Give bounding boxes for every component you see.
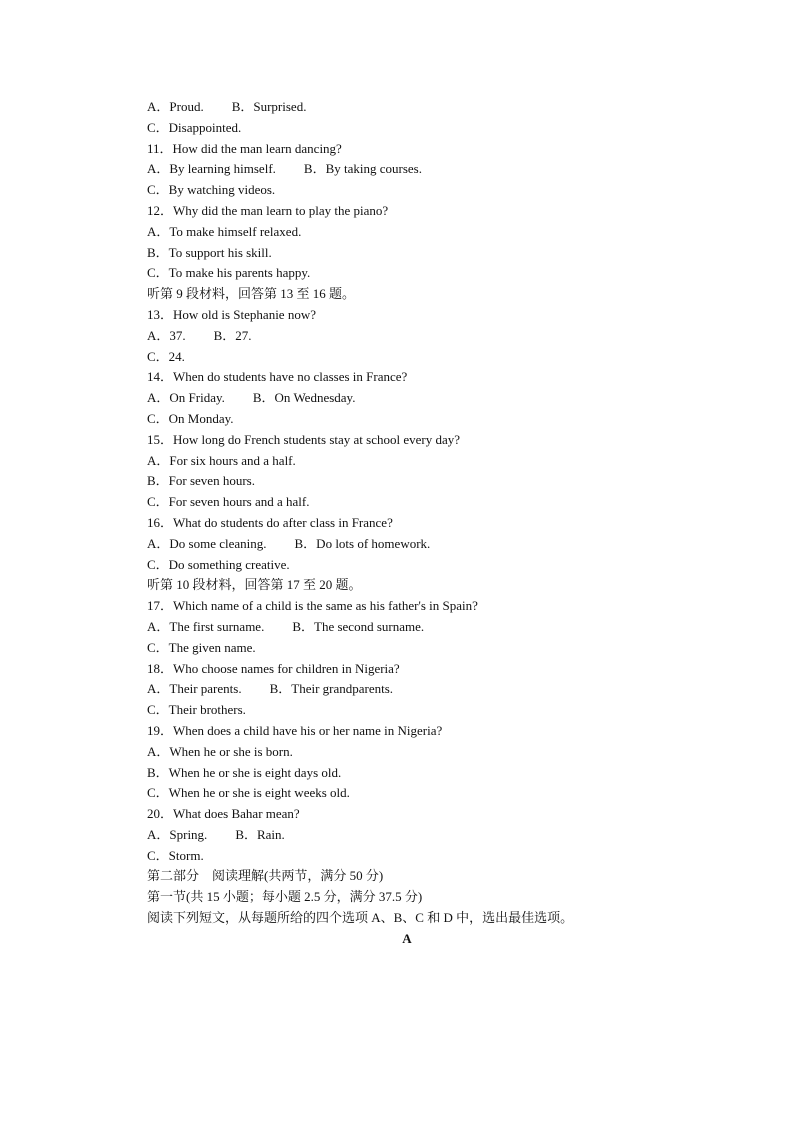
text-line [147,471,667,492]
text-line [147,721,667,742]
text-line [147,492,667,513]
text-line [147,575,667,596]
text-line [147,763,667,784]
text-line [147,596,667,617]
text-segment: B．For seven hours. [147,473,255,489]
text-line [147,638,667,659]
text-line [147,367,667,388]
text-line [147,430,667,451]
text-line [147,700,667,721]
text-segment: 20．What does Bahar mean? [147,806,300,822]
text-line [147,326,667,347]
text-segment: 19．When does a child have his or her name in Nigeria? [147,722,443,738]
text-segment: A．The first surname. [147,618,265,634]
text-segment: B．Surprised. [231,99,307,114]
text-segment: A．37. [147,327,186,343]
text-line [147,742,667,763]
text-segment: 13．How old is Stephanie now? [147,306,316,322]
text-line [147,222,667,243]
text-line [147,846,667,867]
text-segment: B．Rain. [235,826,285,842]
text-segment: A．When he or she is born. [147,743,293,759]
text-segment: 阅读下列短文，从每题所给的四个选项 A、B、C 和 D 中，选出最佳选项。 [147,910,574,926]
text-segment: C．The given name. [147,639,256,655]
text-line [147,243,667,264]
text-line [147,555,667,576]
text-segment: C．Their brothers. [147,702,246,718]
text-segment: B．To support his skill. [147,244,272,260]
text-segment: 听第 10 段材料，回答第 17 至 20 题。 [147,577,362,593]
text-line [147,159,667,180]
text-line [147,284,667,305]
text-segment: A．Spring. [147,826,208,842]
text-segment: C．By watching videos. [147,182,276,198]
text-segment: B．Their grandparents. [269,681,394,697]
text-segment: A．Proud. [147,99,204,114]
text-line [147,263,667,284]
text-segment: 第一节(共 15 小题；每小题 2.5 分，满分 37.5 分) [147,889,423,905]
text-segment: C．24. [147,348,185,364]
text-segment: 14．When do students have no classes in France? [147,369,408,385]
text-segment: C．Do something creative. [147,556,290,572]
text-line [147,97,667,118]
text-segment: C．Disappointed. [147,119,242,135]
text-line [147,139,667,160]
text-line [147,825,667,846]
text-line [147,513,667,534]
text-line [147,180,667,201]
text-segment: 第二部分 阅读理解(共两节，满分 50 分) [147,868,384,884]
text-segment: C．To make his parents happy. [147,265,311,281]
text-segment: 17．Which name of a child is the same as his father's in Spain? [147,598,478,614]
text-line [147,347,667,368]
text-line [147,388,667,409]
text-segment: 18．Who choose names for children in Nigeria? [147,660,400,676]
text-segment: B．By taking courses. [303,161,422,177]
text-line [147,201,667,222]
text-segment: A．On Friday. [147,390,225,406]
text-line [147,451,667,472]
text-segment: 听第 9 段材料，回答第 13 至 16 题。 [147,286,356,302]
text-segment: B．On Wednesday. [252,390,356,406]
text-segment: 11．How did the man learn dancing? [147,140,342,156]
text-line [147,679,667,700]
text-segment: C．For seven hours and a half. [147,494,310,510]
text-line [147,804,667,825]
text-segment: 15．How long do French students stay at school every day? [147,431,461,447]
text-segment: B．27. [213,327,252,343]
text-line [147,783,667,804]
text-line [147,908,667,929]
text-segment: B．The second surname. [292,618,425,634]
text-line [147,118,667,139]
text-segment: C．Storm. [147,847,204,863]
text-segment: A．Do some cleaning. [147,535,267,551]
text-line [147,659,667,680]
text-segment: A．To make himself relaxed. [147,223,302,239]
text-segment: A．For six hours and a half. [147,452,296,468]
text-segment: C．When he or she is eight weeks old. [147,785,350,801]
text-segment: B．Do lots of homework. [294,535,431,551]
section-heading: A [402,930,412,946]
text-line [147,305,667,326]
text-line [147,617,667,638]
text-line [147,409,667,430]
text-segment: B．When he or she is eight days old. [147,764,342,780]
text-line [147,866,667,887]
text-segment: 16．What do students do after class in France? [147,514,393,530]
text-segment: A．Their parents. [147,681,242,697]
question-list [147,97,667,950]
text-segment: 12．Why did the man learn to play the piano? [147,202,389,218]
text-segment: A．By learning himself. [147,161,276,177]
text-line [147,534,667,555]
text-line [147,887,667,908]
text-segment: C．On Monday. [147,410,234,426]
